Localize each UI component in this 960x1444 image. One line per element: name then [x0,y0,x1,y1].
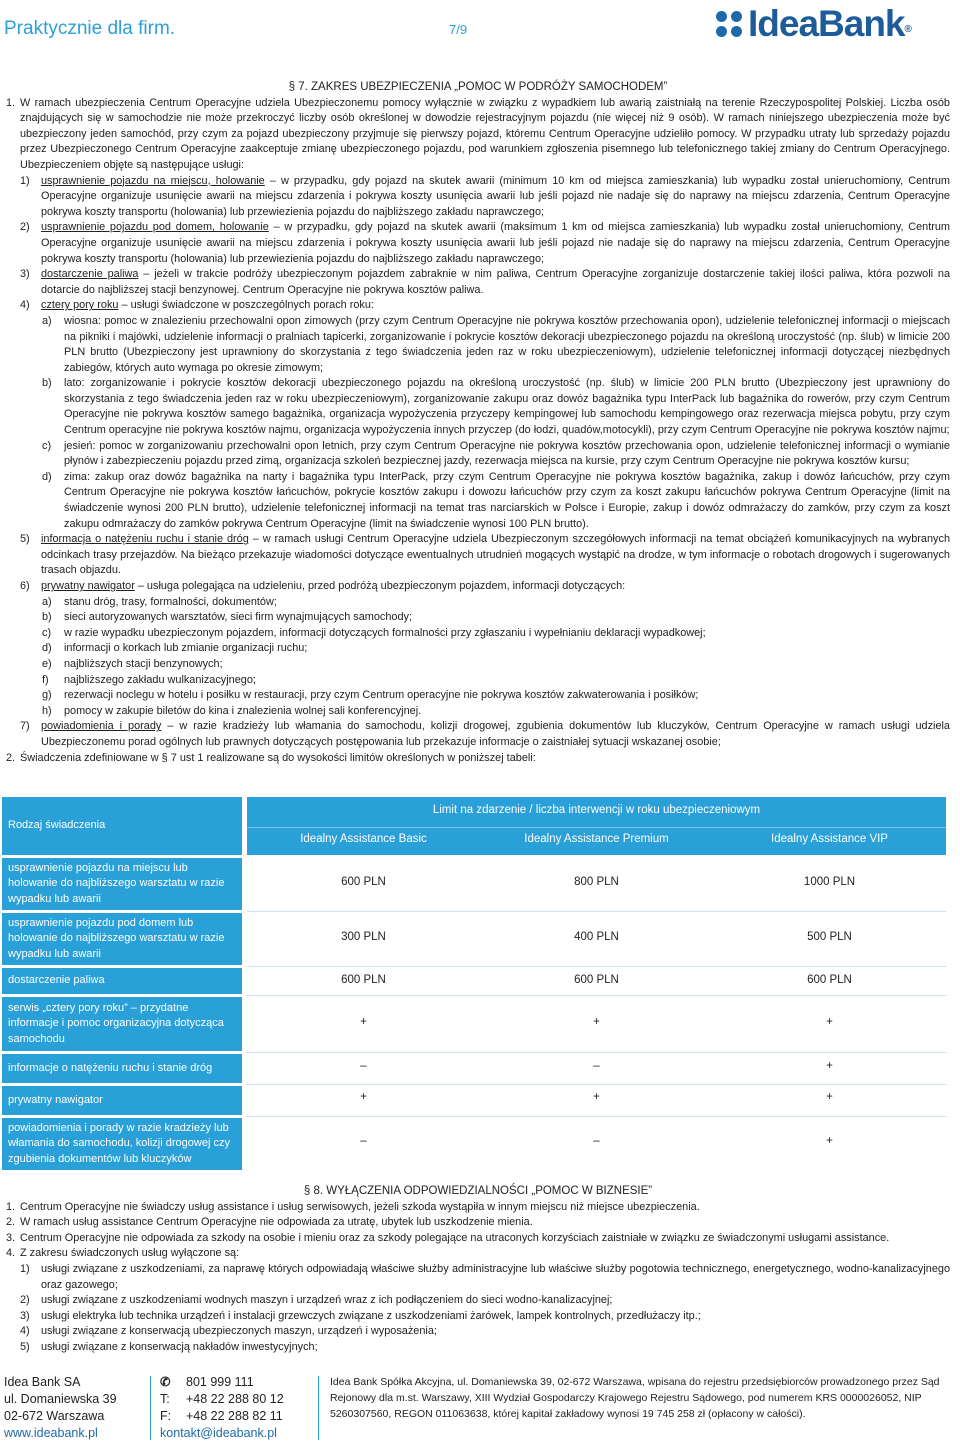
table-row-divider [247,1052,946,1053]
section-7-title: § 7. ZAKRES UBEZPIECZENIA „POMOC W PODRÓŻY SAMOCHODEM” [288,81,668,93]
exclusion-number: 4) [20,1325,30,1338]
exclusion-item [6,1262,950,1293]
season-number: b) [42,377,52,390]
page-number: 7/9 [449,22,468,37]
nav-number: b) [42,611,52,624]
exclusion-item [6,1324,950,1340]
table-cell: 1000 PLN [803,876,856,888]
table-cell: + [826,1091,833,1103]
table-row-divider [247,1084,946,1085]
item-text: – w razie kradzieży lub włamania do samochodu, kolizji drogowej, zgubienia dokumentów lub kluczyków, Centrum Operacyjne w ramach usługi udziela Ubezpieczonemu porad ogólnych lub prawnych dotyczących postępowania lub przekazuje informacje o zaistniałej sytuacji wskazanej osobie; [41,720,950,748]
table-group-title: Limit na zdarzenie / liczba interwencji w roku ubezpieczeniowym [432,804,761,816]
list-item [6,579,950,595]
nav-item [6,704,950,720]
table-header-type [2,797,242,855]
item-title: powiadomienia i porady [41,720,162,733]
item-text: – usługi świadczone w poszczególnych porach roku: [118,299,374,312]
section-8-point [6,1200,950,1216]
table-cell: – [593,1060,600,1072]
list-item [6,220,950,267]
exclusion-item [6,1309,950,1325]
item-title: cztery pory roku [41,299,119,312]
exclusion-text: usługi elektryka lub technika urządzeń i instalacji grzewczych związane z uszkodzeniami żarówek, lampek kontrolnych, przedłużaczy itp.; [41,1309,701,1322]
nav-item [6,626,950,642]
paragraph-number: 2. [6,751,16,764]
row-label-text: serwis „cztery pory roku” – przydatne informacje i pomoc organizacyjna dotycząca samochodu [8,1001,224,1045]
footer-street: ul. Domaniewska 39 [4,1392,117,1406]
nav-item [6,688,950,704]
item-text: – w przypadku, gdy pojazd na skutek awarii (minimum 10 km od miejsca zamieszkania) lub wypadku został unieruchomiony, Centrum Operacyjne organizuje usunięcie awarii na miejscu zdarzenia i pokrywa koszty usunięcia awarii lub jeśli pojazd nie nadaje się do naprawy na miejscu zdarzenia, Centrum Operacyjne pokrywa koszty transportu (holowania) lub przewiezienia pojazdu do najbliższego zakładu naprawczego; [41,174,950,218]
nav-item [6,673,950,689]
item-title: usprawnienie pojazdu na miejscu, holowanie [41,174,265,187]
table-row-label [2,968,242,994]
paragraph-2 [6,751,950,767]
nav-number: d) [42,642,52,655]
item-number: 4) [20,299,30,312]
nav-text: sieci autoryzowanych warsztatów, sieci firm wynajmujących samochody; [64,611,413,624]
table-cell: – [360,1135,367,1147]
nav-text: w razie wypadku ubezpieczonym pojazdem, informacji dotyczących formalności przy zgłaszaniu i wypełnianiu deklaracji wypadkowej; [64,626,706,639]
exclusion-item [6,1293,950,1309]
item-title: dostarczenie paliwa [41,268,139,281]
season-number: c) [42,439,52,452]
table-cell: + [826,1135,833,1147]
nav-number: h) [42,704,52,717]
table-row-label [2,1054,242,1083]
nav-text: najbliższych stacji benzynowych; [64,657,223,670]
table-row-label [2,1118,242,1170]
nav-number: f) [42,673,49,686]
item-text: – w ramach usługi Centrum Operacyjne udziela Ubezpieczonym szczegółowych informacji na temat obciążeń komunikacyjnych na wybranych odcinkach trasy przejazdów. Na bieżąco przekazuje wiadomości dotyczące ewentualnych utrudnień mogących wystąpić na drodze, w tym informacje o robotach drogowych i sugerowanych trasach objazdu. [41,533,950,577]
season-text: wiosna: pomoc w znalezieniu przechowalni opon zimowych (przy czym Centrum Operacyjne nie pokrywa kosztów przechowania opon), udzielenie telefonicznej informacji o miejscach na pikniki i majówki, udzielenie informacji o pralniach tapicerki, zorganizowanie i pokrycie kosztów dekoracji ubezpieczonego pojazdu na określoną uroczystość (np. ślub) w limicie 200 PLN brutto (Ubezpieczony jest uprawniony do skorzystania z tego świadczenia jeden raz w roku ubezpieczeniowym), udzielenie telefonicznej informacji dotyczącej niezbędnych zabiegów, których auto wymaga po okresie zimowym; [64,314,950,374]
point-number: 1. [6,1200,16,1213]
header-title: Praktycznie dla firm. [4,18,176,39]
point-text: Centrum Operacyjne nie odpowiada za szkody na osobie i mieniu oraz za szkody polegające na utraconych korzyściach zaistniałe w związku ze świadczonymi usługami assistance. [20,1231,890,1244]
table-cell: 800 PLN [574,876,619,888]
paragraph-1 [6,96,950,174]
footer-company: Idea Bank SA [4,1375,81,1389]
section-8-point [6,1231,950,1247]
section-7 [6,80,950,766]
table-row-divider [247,911,946,912]
footer-city: 02-672 Warszawa [4,1409,105,1423]
footer-address [4,1374,117,1442]
row-label-text: dostarczenie paliwa [8,974,105,987]
season-text: zima: zakup oraz dowóz bagażnika na narty i bagażnika typu InterPack, przy czym Centrum Operacyjne nie pokrywa kosztów bagażnika, zakup i dowóz łańcuchów, przy czym Centrum Operacyjne nie pokrywa kosztów łańcuchów, pokrycie kosztów zakupu i dowozu łańcuchów przy czym za koszt zakupu łańcuchów pokrywa Centrum Operacyjne (limit na świadczenie wynosi 200 PLN brutto), udzielenie telefonicznej informacji na temat tras narciarskich w Polsce i Europie, zakup i dowóz odmrażaczy do zamków, przy czym za koszt zakupu odmrażaczy do zamków pokrywa Centrum Operacyjne (limit na świadczenie wynosi 100 PLN brutto). [64,470,950,530]
season-item [6,439,950,470]
section-8-point [6,1246,950,1262]
exclusion-text: usługi związane z konserwacją nakładów inwestycyjnych; [41,1340,318,1353]
section-8 [6,1184,950,1356]
logo-registered: ® [904,24,911,35]
point-number: 3. [6,1231,16,1244]
nav-text: najbliższego zakładu wulkanizacyjnego; [64,673,256,686]
nav-text: pomocy w zakupie biletów do kina i znalezienia wolnej sali konferencyjnej. [64,704,422,717]
table-cell: 500 PLN [807,931,852,943]
season-item [6,470,950,532]
list-item [6,719,950,750]
item-number: 1) [20,174,30,187]
exclusion-number: 3) [20,1309,30,1322]
list-item [6,267,950,298]
footer-divider [150,1376,151,1440]
table-row-label [2,913,242,965]
exclusion-text: usługi związane z uszkodzeniami wodnych maszyn i urządzeń wraz z ich podłączeniem do sieci wodno-kanalizacyjnej; [41,1294,613,1307]
table-cell: 300 PLN [341,931,386,943]
table-cell: 600 PLN [341,876,386,888]
season-item [6,376,950,438]
table-row-label [2,997,242,1051]
nav-item [6,610,950,626]
nav-number: c) [42,626,52,639]
table-header-divider [247,827,946,828]
exclusion-number: 2) [20,1294,30,1307]
ideabank-logo [716,4,911,44]
season-number: d) [42,470,52,483]
logo-dots-icon [716,11,742,37]
table-cell: 400 PLN [574,931,619,943]
item-title: informacja o natężeniu ruchu i stanie dróg [41,533,249,546]
table-col-basic: Idealny Assistance Basic [300,833,427,845]
paragraph-number: 1. [6,96,16,109]
exclusion-number: 1) [20,1262,30,1275]
table-row-label [2,858,242,910]
table-col-vip: Idealny Assistance VIP [771,833,888,845]
nav-text: stanu dróg, trasy, formalności, dokumentów; [64,595,277,608]
item-number: 5) [20,533,30,546]
table-cell: + [826,1016,833,1028]
exclusion-number: 5) [20,1340,30,1353]
table-cell: – [360,1060,367,1072]
logo-text: IdeaBank [748,3,905,44]
point-number: 4. [6,1247,16,1260]
section-8-point [6,1215,950,1231]
page-footer [0,1372,960,1444]
row-label-text: usprawnienie pojazdu pod domem lub holowanie do najbliższego warsztatu w razie wypadku lub awarii [8,916,225,960]
list-item [6,174,950,221]
fax-label: F: [160,1409,172,1423]
tel-label: T: [160,1392,170,1406]
item-number: 3) [20,268,30,281]
table-cell: + [360,1091,367,1103]
item-number: 2) [20,221,30,234]
footer-email-link[interactable]: kontakt@ideabank.pl [160,1426,277,1440]
season-text: jesień: pomoc w zorganizowaniu przechowalni opon letnich, przy czym Centrum Operacyjne nie pokrywa kosztów przechowania opon, udzielenie telefonicznej informacji o wymianie płynów i zabezpieczeniu pojazdu przed zimą, organizacja szkoleń bezpiecznej jazdy, rezerwacja miejsca na kursie, przy czym Centrum Operacyjne nie pokrywa kosztów kursu; [64,439,950,468]
point-text: Z zakresu świadczonych usług wyłączone są: [20,1247,240,1260]
table-row-label [2,1086,242,1115]
footer-contact [160,1374,284,1442]
footer-hotline: 801 999 111 [186,1375,254,1389]
table-cell: + [593,1016,600,1028]
table-cell: 600 PLN [574,974,619,986]
point-text: Centrum Operacyjne nie świadczy usług assistance i usług serwisowych, jeżeli szkoda wystąpiła w innym miejscu niż miejsce ubezpieczenia. [20,1200,700,1213]
table-header-type-label: Rodzaj świadczenia [8,819,106,832]
item-text: – w przypadku, gdy pojazd na skutek awarii (maksimum 1 km od miejsca zamieszkania) lub wypadku został unieruchomiony, Centrum Operacyjne organizuje usunięcie awarii na miejscu zdarzenia i pokrywa koszty usunięcia awarii lub jeśli pojazd nie nadaje się do naprawy na miejscu zdarzenia, Centrum Operacyjne pokrywa koszty transportu (holowania) lub przewiezienia pojazdu do najbliższego zakładu naprawczego; [41,221,950,265]
season-item [6,314,950,376]
nav-item [6,657,950,673]
list-item [6,532,950,579]
item-text: – jeżeli w trakcie podróży ubezpieczonym pojazdem zabraknie w nim paliwa, Centrum Operacyjne zorganizuje dostarczenie takiej ilości paliwa, która pozwoli na dotarcie do najbliższej stacji benzynowej. Centrum Operacyjne nie pokrywa kosztów paliwa. [41,268,950,296]
paragraph-text: W ramach ubezpieczenia Centrum Operacyjne udziela Ubezpieczonemu pomocy wyłącznie w związku z wypadkiem lub awarią zaistniałą na terenie Rzeczypospolitej Polskiej. Liczba osób znajdujących się w samochodzie nie może przekroczyć liczby osób określonej w dowodzie rejestracyjnym pojazdu (nie więcej niż 9 osób). W ramach niniejszego ubezpieczenia może być ubezpieczony jeden samochód, przy czym za pojazd ubezpieczony przyjmuje się pierwszy pojazd, któremu Centrum Operacyjne udzieliło pomocy. W przypadku utraty lub sprzedaży pojazdu przez Ubezpieczonego Centrum Operacyjne zaakceptuje zmianę ubezpieczonego pojazdu, pod warunkiem zgłoszenia pisemnego lub telefonicznego takiej zmiany do Centrum Operacyjnego. Ubezpieczeniem objęte są następujące usługi: [20,96,950,171]
table-cell: – [593,1135,600,1147]
footer-tel: +48 22 288 80 12 [186,1392,284,1406]
item-text: – usługa polegająca na udzieleniu, przed podróżą ubezpieczonym pojazdem, informacji dotyczących: [134,580,626,592]
footer-fax: +48 22 288 82 11 [186,1409,283,1423]
exclusion-text: usługi związane z konserwacją ubezpieczonych maszyn, urządzeń i wyposażenia; [41,1325,437,1338]
nav-text: informacji o korkach lub zmianie organizacji ruchu; [64,642,308,655]
item-number: 6) [20,580,30,592]
row-label-text: usprawnienie pojazdu na miejscu lub holowanie do najbliższego warsztatu w razie wypadku lub awarii [8,861,225,905]
table-row-divider [247,966,946,967]
phone-icon: ✆ [160,1375,171,1389]
nav-text: rezerwacji noclegu w hotelu i posiłku w restauracji, przy czym Centrum operacyjne nie pokrywa kosztów zakwaterowania i posiłków; [64,689,699,702]
table-cell: + [826,1060,833,1072]
table-cell: + [360,1016,367,1028]
table-col-premium: Idealny Assistance Premium [524,833,669,845]
row-label-text: powiadomienia i porady w razie kradzieży lub włamania do samochodu, kolizji drogowej czy zgubienia dokumentów lub kluczyków [8,1121,230,1165]
season-number: a) [42,314,52,327]
item-number: 7) [20,720,30,733]
item-title: usprawnienie pojazdu pod domem, holowanie [41,221,269,234]
exclusion-item [6,1340,950,1356]
paragraph-text: Świadczenia zdefiniowane w § 7 ust 1 realizowane są do wysokości limitów określonych w poniższej tabeli: [20,751,536,764]
footer-website-link[interactable]: www.ideabank.pl [4,1426,98,1440]
season-text: lato: zorganizowanie i pokrycie kosztów dekoracji ubezpieczonego pojazdu na określoną uroczystość (np. ślub) w limicie 200 PLN brutto (Ubezpieczony jest uprawniony do skorzystania z tego świadczenia jeden raz w roku ubezpieczeniowym), zorganizowanie zakupu oraz dowóz bagażnika typu InterPack lub bagażnika do rowerów, przy czym Centrum Operacyjne nie pokrywa kosztów samego bagażnika, organizacja wypożyczenia przyczepy kempingowej lub samochodu kempingowego oraz rezerwacja miejsca pobytu, przy czym Centrum operacyjne nie pokrywa kosztów najmu, organizacja wypożyczenia innych przyczep (do łodzi, quadów,motocykli), przy czym Centrum Operacyjne nie pokrywa kosztów najmu; [64,377,950,437]
table-cell: + [593,1091,600,1103]
nav-number: e) [42,657,52,670]
footer-divider [318,1376,319,1440]
exclusion-text: usługi związane z uszkodzeniami, za naprawę których odpowiadają właściwe służby administracyjne lub właściwe służby pogotowia technicznego, energetycznego, wodno-kanalizacyjnego oraz gazowego; [41,1262,950,1291]
row-label-text: prywatny nawigator [8,1093,103,1106]
nav-item [6,595,950,611]
section-8-title: § 8. WYŁĄCZENIA ODPOWIEDZIALNOŚCI „POMOC W BIZNESIE” [303,1185,653,1197]
nav-item [6,641,950,657]
point-number: 2. [6,1216,16,1229]
nav-number: g) [42,689,52,702]
point-text: W ramach usług assistance Centrum Operacyjne nie odpowiada za utratę, ubytek lub uszkodzenie mienia. [20,1216,533,1229]
nav-number: a) [42,595,52,608]
page-header [0,0,960,62]
table-cell: 600 PLN [807,974,852,986]
table-row-divider [247,1116,946,1117]
footer-legal: Idea Bank Spółka Akcyjna, ul. Domaniewska 39, 02-672 Warszawa, wpisana do rejestru przedsiębiorców prowadzonego przez Sąd Rejonowy dla m.st. Warszawy, XIII Wydział Gospodarczy Krajowego Rejestru Sądowego, pod numerem KRS 0000026052, NIP 5260307560, REGON 011063638, której kapitał zakładowy wynosi 19 745 258 zł (opłacony w całości). [330,1376,940,1420]
row-label-text: informacje o natężeniu ruchu i stanie dróg [8,1061,213,1074]
list-item [6,298,950,314]
table-cell: 600 PLN [341,974,386,986]
item-title: prywatny nawigator [41,580,135,592]
table-row-divider [247,995,946,996]
